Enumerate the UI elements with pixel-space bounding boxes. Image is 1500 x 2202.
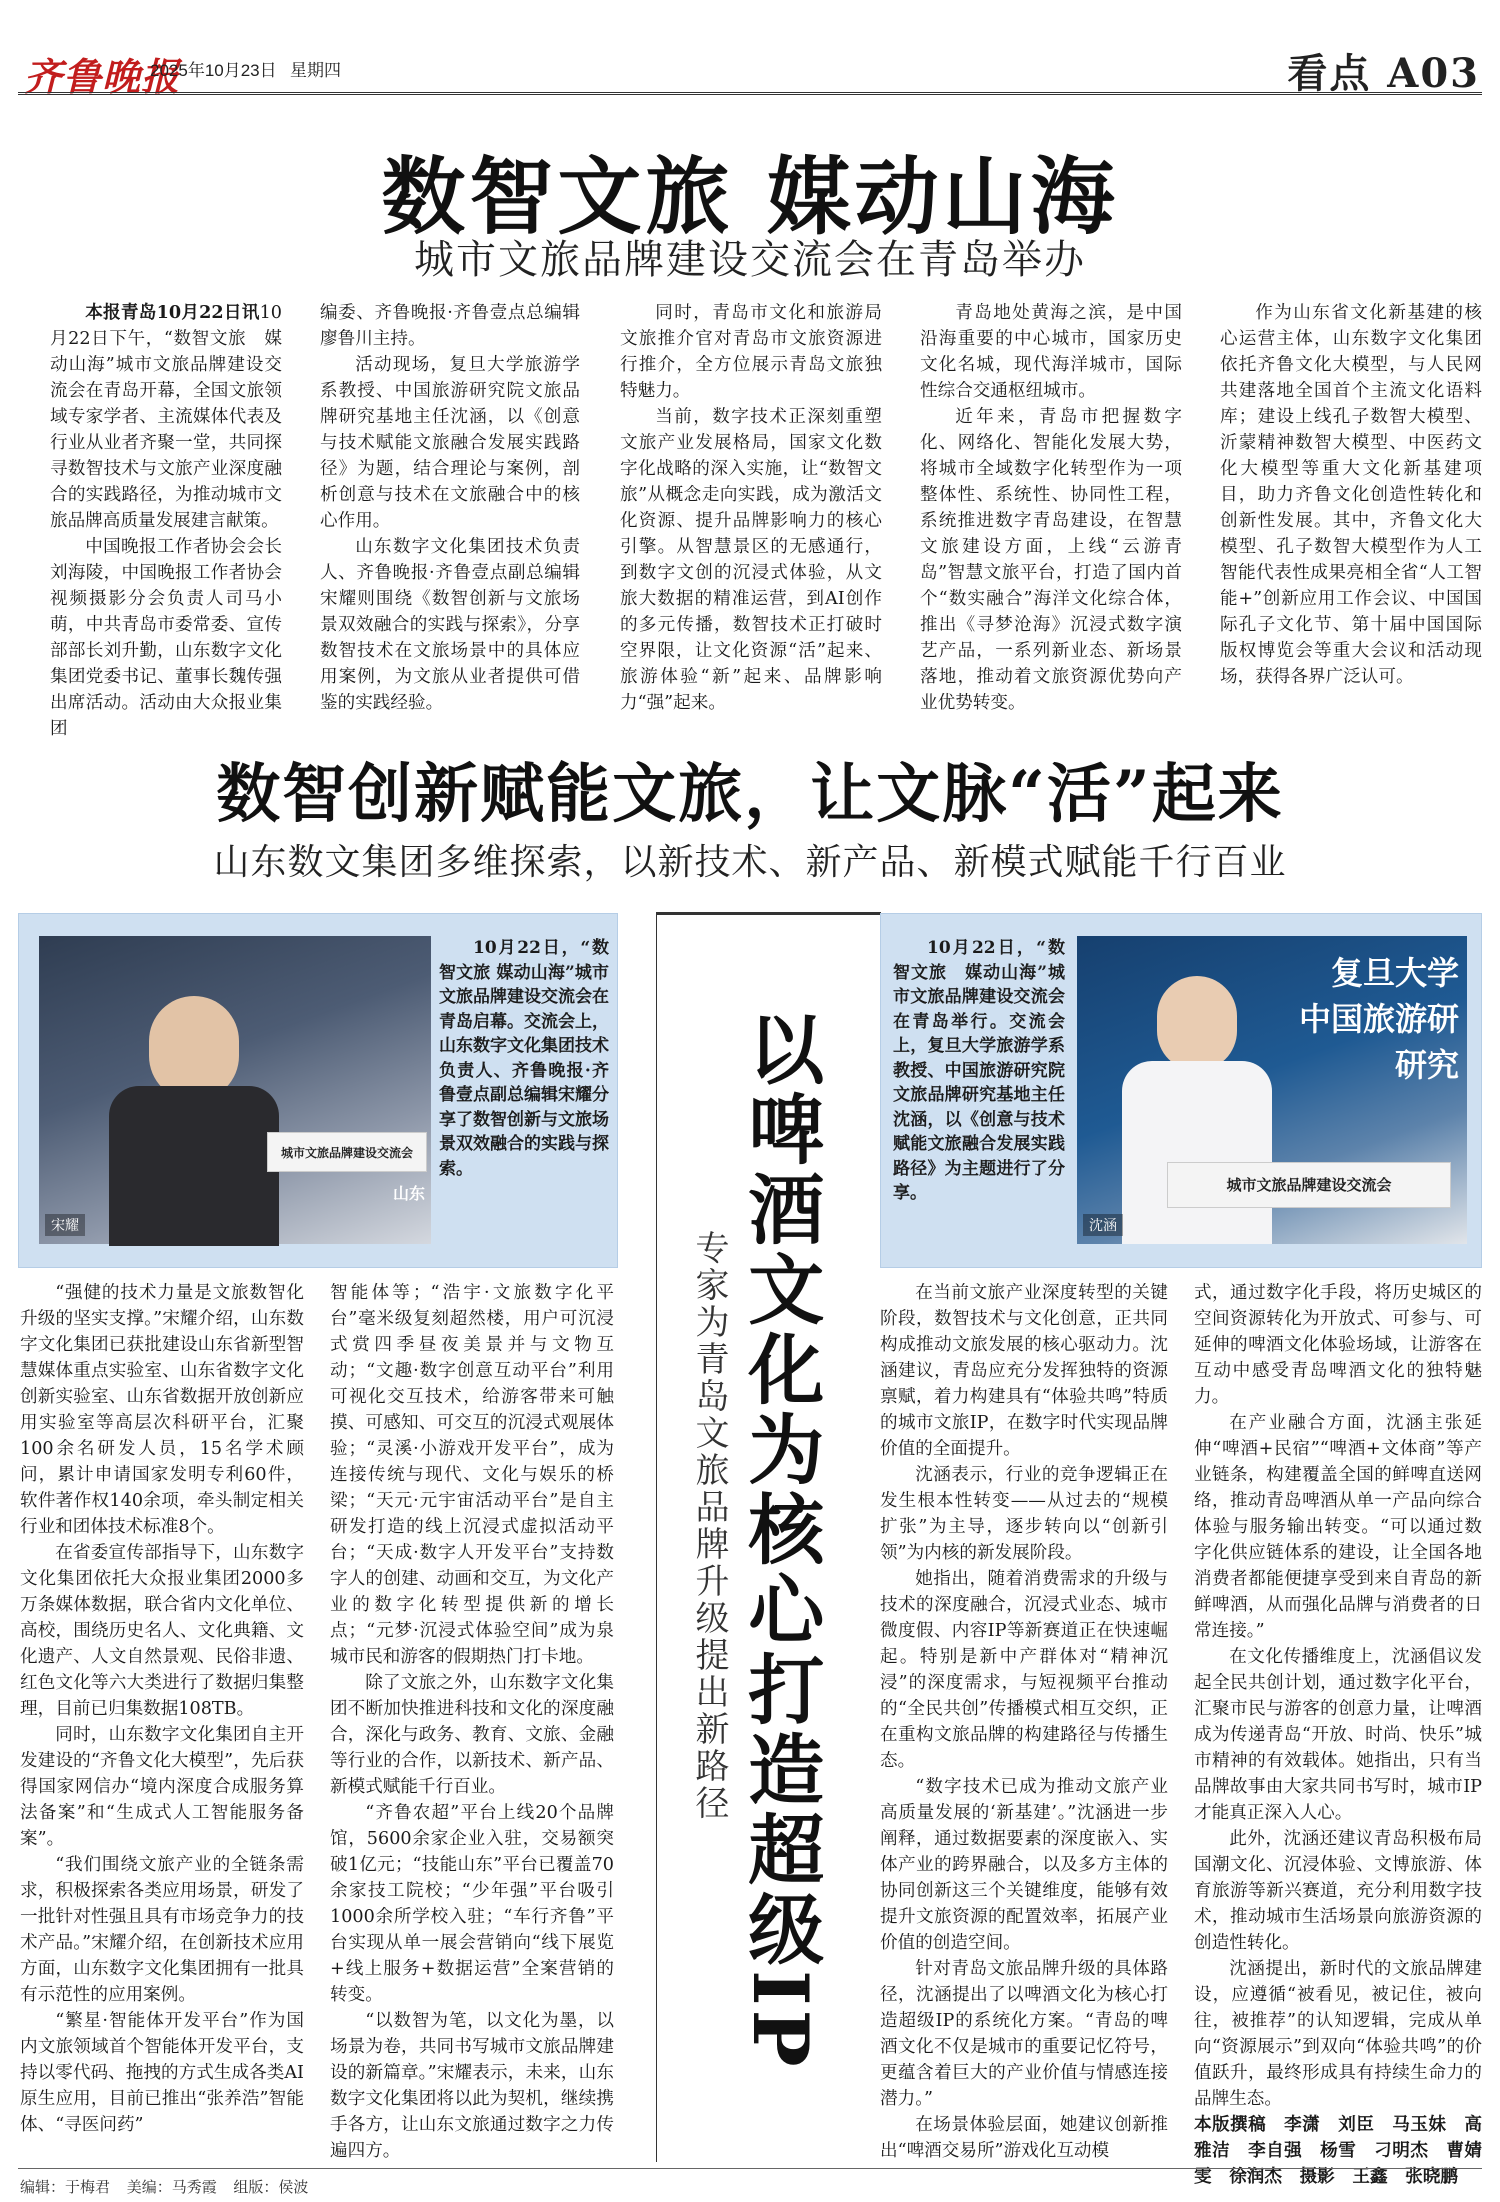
article1-col3b-text: 当前，数字技术正深刻重塑文旅产业发展格局，国家文化数字化战略的深入实施，让“数智文旅”从概念走向实践，成为激活文化资源、提升品牌影响力的核心引擎。从智慧景区的无感通行，到数字文创的沉浸式体验，从文旅大数据的精准运营，到AI创作的多元传播，数智技术正打破时空界限，让文化资源“活”起来、旅游体验“新”起来、品牌影响力“强”起来。 [620, 407, 882, 713]
article2-col1d-text: “我们围绕文旅产业的全链条需求，积极探索各类应用场景，研发了一批针对性强且具有市场竞争力的技术产品。”宋耀介绍，在创新技术应用方面，山东数字文化集团拥有一批具有示范性的应用案例。 [20, 1855, 304, 2005]
article2-col1c-text: 同时，山东数字文化集团自主开发建设的“齐鲁文化大模型”，先后获得国家网信办“境内深度合成服务算法备案”和“生成式人工智能服务备案”。 [20, 1725, 304, 1849]
article2-photo-caption: 10月22日，“数智文旅 媒动山海”城市文旅品牌建设交流会在青岛启幕。交流会上，山东数字文化集团技术负责人、齐鲁晚报·齐鲁壹点副总编辑宋耀分享了数智创新与文旅场景双效融合的实践与探索。 [439, 938, 609, 1179]
article3-col2e-text: 沈涵提出，新时代的文旅品牌建设，应遵循“被看见，被记住，被向往，被推荐”的认知逻辑，完成从单向“资源展示”到双向“体验共鸣”的价值跃升，最终形成具有持续生命力的品牌生态。 [1194, 1959, 1482, 2109]
masthead-rule [18, 92, 1482, 95]
article2-col1b-text: 在省委宣传部指导下，山东数字文化集团依托大众报业集团2000多万条媒体数据，联合省内文化单位、高校，围绕历史名人、文化典籍、文化遗产、人文自然景观、民俗非遗、红色文化等六大类进行了数据归集整理，目前已归集数据108TB。 [20, 1543, 304, 1719]
article3-col1-text: 在当前文旅产业深度转型的关键阶段，数智技术与文化创意，正共同构成推动文旅发展的核心驱动力。沈涵建议，青岛应充分发挥独特的资源禀赋，着力构建具有“体验共鸣”特质的城市文旅IP，在数字时代实现品牌价值的全面提升。 [880, 1283, 1168, 1459]
article2-col2-text: 智能体等；“浩宇·文旅数字化平台”毫米级复刻超然楼，用户可沉浸式赏四季昼夜美景并与文物互动；“文趣·数字创意互动平台”利用可视化交互技术，给游客带来可触摸、可感知、可交互的沉浸式观展体验；“灵溪·小游戏开发平台”，成为连接传统与现代、文化与娱乐的桥梁；“天元·元宇宙活动平台”是自主研发打造的线上沉浸式虚拟活动平台；“天成·数字人开发平台”支持数字人的创建、动画和交互，为文化产业的数字化转型提供新的增长点；“元梦·沉浸式体验空间”成为泉城市民和游客的假期热门打卡地。 [330, 1283, 614, 1667]
article3-photo-box [880, 913, 1482, 1268]
article3-headline: 以啤酒文化为核心打造超级IP [735, 1010, 825, 2071]
backdrop-text-3: 中国旅游研 [1298, 1001, 1459, 1037]
issue-weekday: 星期四 [290, 61, 341, 80]
article1-col2c-text: 山东数字文化集团技术负责人、齐鲁晚报·齐鲁壹点副总编辑宋耀则围绕《数智创新与文旅场景双效融合的实践与探索》，分享数智技术在文旅场景中的具体应用案例，为文旅从业者提供可借鉴的实践经验。 [320, 537, 580, 713]
newspaper-logo: 齐鲁晚报 [24, 54, 181, 99]
article1-headline: 数智文旅 媒动山海 [381, 147, 1119, 246]
backdrop-text-2: 复旦大学 [1330, 955, 1459, 991]
article2-col2d-text: “以数智为笔，以文化为墨，以场景为卷，共同书写城市文旅品牌建设的新篇章。”宋耀表示，未来，山东数字文化集团将以此为契机，继续携手各方，让山东文旅通过数字之力传遍四方。 [330, 2011, 614, 2161]
backdrop-text-4: 研究 [1394, 1047, 1459, 1083]
article3-divider [656, 912, 657, 2162]
article1-col4b-text: 近年来，青岛市把握数字化、网络化、智能化发展大势，将城市全域数字化转型作为一项整体性、系统性、协同性工程，系统推进数字青岛建设，在智慧文旅建设方面，上线“云游青岛”智慧文旅平台，打造了国内首个“数实融合”海洋文化综合体，推出《寻梦沧海》沉浸式数字演艺产品，一系列新业态、新场景落地，推动着文旅资源优势向产业优势转变。 [920, 407, 1182, 713]
article1-col1-text: 10月22日下午，“数智文旅 媒动山海”城市文旅品牌建设交流会在青岛开幕，全国文旅领域专家学者、主流媒体代表及行业从业者齐聚一堂，共同探寻数智技术与文旅产业深度融合的实践路径，为推动城市文旅品牌高质量发展建言献策。 [50, 303, 282, 531]
article3-subhead: 专家为青岛文旅品牌升级提出新路径 [689, 1230, 729, 1822]
speaker-head-shape-2 [1157, 976, 1237, 1071]
article1-col2-text: 编委、齐鲁晚报·齐鲁壹点总编辑廖鲁川主持。 [320, 303, 580, 349]
article3-top-rule [656, 912, 881, 915]
article1-column-2 [320, 300, 580, 713]
article2-col1e-text: “繁星·智能体开发平台”作为国内文旅领域首个智能体开发平台，支持以零代码、拖拽的方式生成各类AI原生应用，目前已推出“张养浩”智能体、“寻医问药” [20, 2011, 304, 2135]
podium-sign-2: 城市文旅品牌建设交流会 [1167, 1162, 1451, 1208]
article1-col2b-text: 活动现场，复旦大学旅游学系教授、中国旅游研究院文旅品牌研究基地主任沈涵，以《创意与技术赋能文旅融合发展实践路径》为题，结合理论与案例，剖析创意与技术在文旅融合中的核心作用。 [320, 355, 580, 531]
article3-col2d-text: 此外，沈涵还建议青岛积极布局国潮文化、沉浸体验、文博旅游、体育旅游等新兴赛道，充分利用数字技术，推动城市生活场景向旅游资源的创造性转化。 [1194, 1829, 1482, 1953]
backdrop-text-1: 山东 [392, 1184, 425, 1203]
article3-byline: 本版撰稿 李潇 刘臣 马玉妹 高雅洁 李自强 杨雪 刁明杰 曹婧雯 徐润杰 摄影 王鑫 张晓鹏 [1194, 2114, 1482, 2187]
speaker-photo-shenhan [1077, 936, 1467, 1244]
article2-col2b-text: 除了文旅之外，山东数字文化集团不断加快推进科技和文化的深度融合，深化与政务、教育、文旅、金融等行业的合作，以新技术、新产品、新模式赋能千行百业。 [330, 1673, 614, 1797]
article1-column-5 [1220, 300, 1482, 690]
article3-col2-text: 式，通过数字化手段，将历史城区的空间资源转化为开放式、可参与、可延伸的啤酒文化体验场域，让游客在互动中感受青岛啤酒文化的独特魅力。 [1194, 1283, 1482, 1407]
article3-col1c-text: 她指出，随着消费需求的升级与技术的深度融合，沉浸式业态、城市微度假、内容IP等新赛道正在快速崛起。特别是新中产群体对“精神沉浸”的深度需求，与短视频平台推动的“全民共创”传播模式相互交织，正在重构文旅品牌的构建路径与传播生态。 [880, 1569, 1168, 1771]
article3-col2c-text: 在文化传播维度上，沈涵倡议发起全民共创计划，通过数字化平台，汇聚市民与游客的创意力量，让啤酒成为传递青岛“开放、时尚、快乐”城市精神的有效载体。她指出，只有当品牌故事由大家共同书写时，城市IP才能真正深入人心。 [1194, 1647, 1482, 1823]
article1-col1b-text: 中国晚报工作者协会会长刘海陵，中国晚报工作者协会视频摄影分会负责人司马小萌，中共青岛市委常委、宣传部部长刘升勤，山东数字文化集团党委书记、董事长魏传强出席活动。活动由大众报业集团 [50, 537, 282, 739]
footer-credits [20, 2176, 308, 2197]
footer-designer: 美编：马秀霞 [126, 2179, 217, 2196]
article1-column-3 [620, 300, 882, 713]
article3-column-2 [1194, 1280, 1482, 2187]
article1-subhead: 城市文旅品牌建设交流会在青岛举办 [414, 237, 1086, 283]
article2-column-1 [20, 1280, 304, 2160]
speaker-photo-songyao [39, 936, 431, 1244]
footer-rule [18, 2168, 1482, 2169]
article1-column-1 [50, 300, 282, 739]
article3-photo-caption: 10月22日，“数智文旅 媒动山海”城市文旅品牌建设交流会在青岛举行。交流会上，复旦大学旅游学系教授、中国旅游研究院文旅品牌研究基地主任沈涵，以《创意与技术赋能文旅融合发展实践路径》为主题进行了分享。 [893, 938, 1065, 1203]
article2-col1-text: “强健的技术力量是文旅数智化升级的坚实支撑。”宋耀介绍，山东数字文化集团已获批建设山东省新型智慧媒体重点实验室、山东省数字文化创新实验室、山东省数据开放创新应用实验室等高层次科研平台，汇聚100余名研发人员，15名学术顾问，累计申请国家发明专利60件，软件著作权140余项，牵头制定相关行业和团体技术标准8个。 [20, 1283, 304, 1537]
article2-subhead: 山东数文集团多维探索，以新技术、新产品、新模式赋能千行百业 [213, 842, 1287, 883]
article2-column-2 [330, 1280, 614, 2160]
article3-col1e-text: 针对青岛文旅品牌升级的具体路径，沈涵提出了以啤酒文化为核心打造超级IP的系统化方案。“青岛的啤酒文化不仅是城市的重要记忆符号，更蕴含着巨大的产业价值与情感连接潜力。” [880, 1959, 1168, 2109]
article2-headline: 数智创新赋能文旅，让文脉“活”起来 [216, 757, 1284, 832]
article3-col2b-text: 在产业融合方面，沈涵主张延伸“啤酒+民宿”“啤酒+文体商”等产业链条，构建覆盖全国的鲜啤直送网络，推动青岛啤酒从单一产品向综合体验与服务输出转变。“可以通过数字化供应链体系的建设，让全国各地消费者都能便捷享受到来自青岛的新鲜啤酒，从而强化品牌与消费者的日常连接。” [1194, 1413, 1482, 1641]
photo-credit-tag-2: 沈涵 [1083, 1214, 1123, 1236]
article2-col2c-text: “齐鲁农超”平台上线20个品牌馆，5600余家企业入驻，交易额突破1亿元；“技能山东”平台已覆盖70余家技工院校；“少年强”平台吸引1000余所学校入驻；“车行齐鲁”平台实现从单一展会营销向“线下展览+线上服务+数据运营”全案营销的转变。 [330, 1803, 614, 2005]
article2-photo-box [18, 913, 618, 1268]
article1-col5-text: 作为山东省文化新基建的核心运营主体，山东数字文化集团依托齐鲁文化大模型，与人民网共建落地全国首个主流文化语料库；建设上线孔子数智大模型、沂蒙精神数智大模型、中医药文化大模型等重大文化新基建项目，助力齐鲁文化创造性转化和创新性发展。其中，齐鲁文化大模型、孔子数智大模型作为人工智能代表性成果亮相全省“人工智能+”创新应用工作会议、中国国际孔子文化节、第十届中国国际版权博览会等重大会议和活动现场，获得各界广泛认可。 [1220, 303, 1482, 687]
page-section: 看点 A03 [1287, 50, 1480, 97]
article3-col1f-text: 在场景体验层面，她建议创新推出“啤酒交易所”游戏化互动模 [880, 2115, 1168, 2161]
article3-col1d-text: “数字技术已成为推动文旅产业高质量发展的‘新基建’。”沈涵进一步阐释，通过数据要素的深度嵌入、实体产业的跨界融合，以及多方主体的协同创新这三个关键维度，能够有效提升文旅资源的配置效率，拓展产业价值的创造空间。 [880, 1777, 1168, 1953]
footer-editor: 编辑：于梅君 [20, 2179, 111, 2196]
article1-dateline: 本报青岛10月22日讯 [85, 302, 260, 323]
podium-sign-1: 城市文旅品牌建设交流会 [267, 1132, 427, 1172]
issue-date: 2025年10月23日 [150, 61, 277, 80]
article3-column-1 [880, 1280, 1168, 2160]
footer-proofreader: 组版：侯波 [233, 2179, 309, 2196]
speaker-suit-shape [109, 1086, 279, 1246]
article1-column-4 [920, 300, 1182, 713]
article1-col3-text: 同时，青岛市文化和旅游局文旅推介官对青岛市文旅资源进行推介，全方位展示青岛文旅独特魅力。 [620, 303, 882, 401]
article3-col1b-text: 沈涵表示，行业的竞争逻辑正在发生根本性转变——从过去的“规模扩张”为主导，逐步转向以“创新引领”为内核的新发展阶段。 [880, 1465, 1168, 1563]
speaker-jacket-shape [1122, 1061, 1272, 1244]
article1-col4-text: 青岛地处黄海之滨，是中国沿海重要的中心城市，国家历史文化名城，现代海洋城市，国际性综合交通枢纽城市。 [920, 303, 1182, 401]
photo-credit-tag: 宋耀 [45, 1214, 85, 1236]
